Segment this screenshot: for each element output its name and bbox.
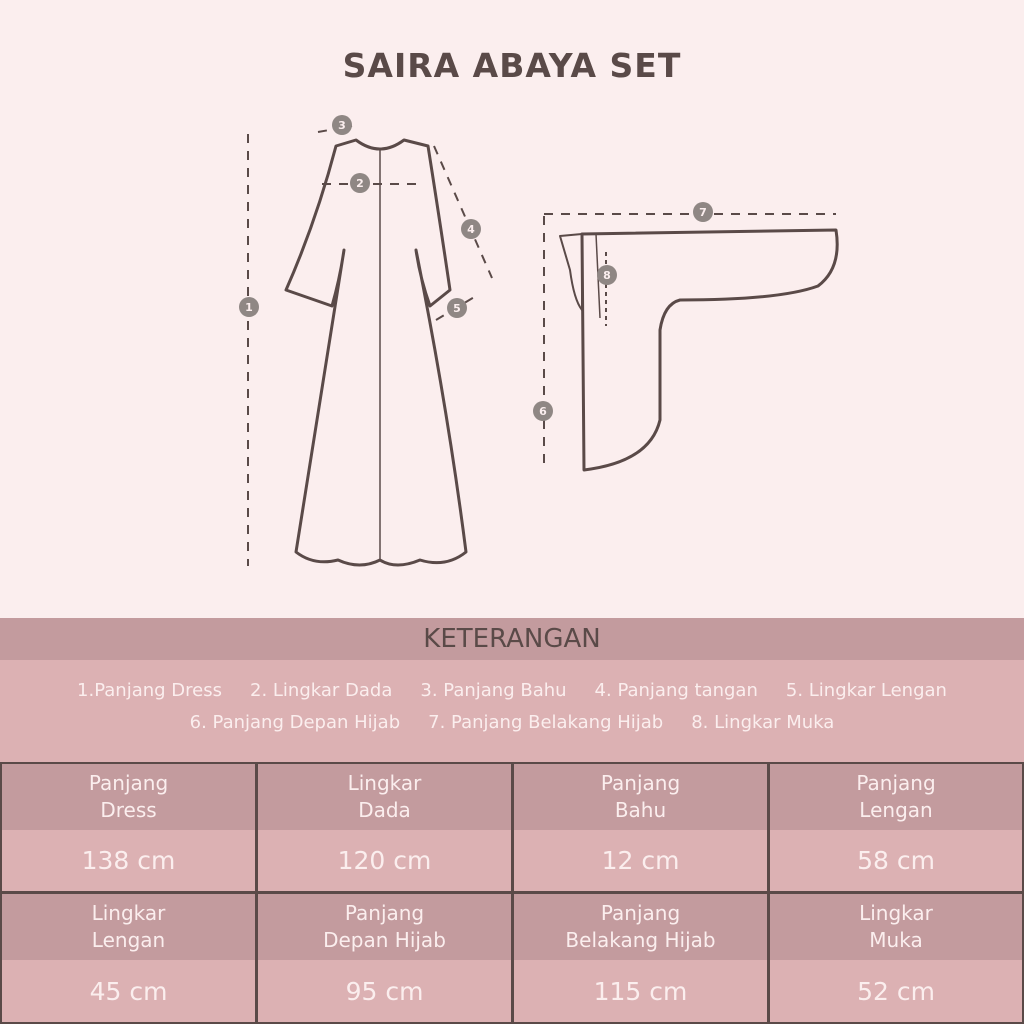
legend-item: 5. Lingkar Lengan <box>785 680 947 701</box>
legend-panel <box>0 660 1024 762</box>
legend-item: 1.Panjang Dress <box>77 680 222 701</box>
marker-1 <box>239 297 259 317</box>
measurement-label: Lingkar Lengan <box>91 901 166 952</box>
measurement-cell-lingkar-muka <box>770 894 1022 1022</box>
measurement-cell-panjang-depan-hijab <box>258 894 511 1022</box>
svg-text:8: 8 <box>603 269 611 282</box>
legend-item: 2. Lingkar Dada <box>250 680 393 701</box>
marker-group <box>239 115 713 421</box>
measurement-label: Panjang Lengan <box>856 771 936 822</box>
marker-3 <box>332 115 352 135</box>
measurement-value: 95 cm <box>258 960 511 1022</box>
measurement-value: 52 cm <box>770 960 1022 1022</box>
marker-7 <box>693 202 713 222</box>
marker-2 <box>350 173 370 193</box>
marker-5 <box>447 298 467 318</box>
svg-text:7: 7 <box>699 206 707 219</box>
legend-item: 6. Panjang Depan Hijab <box>189 712 401 733</box>
measurement-value: 12 cm <box>514 830 767 891</box>
measurement-value: 115 cm <box>514 960 767 1022</box>
legend-item: 8. Lingkar Muka <box>691 712 835 733</box>
marker-4 <box>461 219 481 239</box>
hijab-outline <box>560 230 837 470</box>
measurement-cell-panjang-bahu <box>514 764 767 891</box>
measurement-value: 45 cm <box>2 960 255 1022</box>
legend-item: 4. Panjang tangan <box>594 680 758 701</box>
keterangan-header: KETERANGAN <box>0 618 1024 660</box>
marker-6 <box>533 401 553 421</box>
svg-text:4: 4 <box>467 223 475 236</box>
measurement-label: Panjang Bahu <box>600 771 681 822</box>
measurement-value: 58 cm <box>770 830 1022 891</box>
measurement-lines <box>248 126 836 566</box>
legend-row-1 <box>0 680 1024 701</box>
measurement-cell-lingkar-lengan <box>2 894 255 1022</box>
dress-outline <box>286 140 466 565</box>
measurement-label: Panjang Dress <box>88 771 169 822</box>
svg-text:2: 2 <box>356 177 364 190</box>
measurement-cell-panjang-dress <box>2 764 255 891</box>
product-title: SAIRA ABAYA SET <box>342 46 682 85</box>
measurement-value: 138 cm <box>2 830 255 891</box>
measurement-value: 120 cm <box>258 830 511 891</box>
svg-text:3: 3 <box>338 119 346 132</box>
measurement-cell-panjang-lengan <box>770 764 1022 891</box>
measurement-label: Panjang Depan Hijab <box>323 901 446 952</box>
measurement-label: Lingkar Muka <box>859 901 933 952</box>
measurement-label: Lingkar Dada <box>347 771 422 822</box>
legend-row-2 <box>0 712 1024 733</box>
legend-item: 7. Panjang Belakang Hijab <box>428 712 664 733</box>
measurement-label: Panjang Belakang Hijab <box>565 901 716 952</box>
legend-item: 3. Panjang Bahu <box>420 680 567 701</box>
marker-8 <box>597 265 617 285</box>
measurement-cell-panjang-belakang-hijab <box>514 894 767 1022</box>
measurement-cell-lingkar-dada <box>258 764 511 891</box>
svg-text:6: 6 <box>539 405 547 418</box>
svg-text:1: 1 <box>245 301 253 314</box>
svg-text:5: 5 <box>453 302 461 315</box>
measurement-table <box>0 762 1024 1024</box>
